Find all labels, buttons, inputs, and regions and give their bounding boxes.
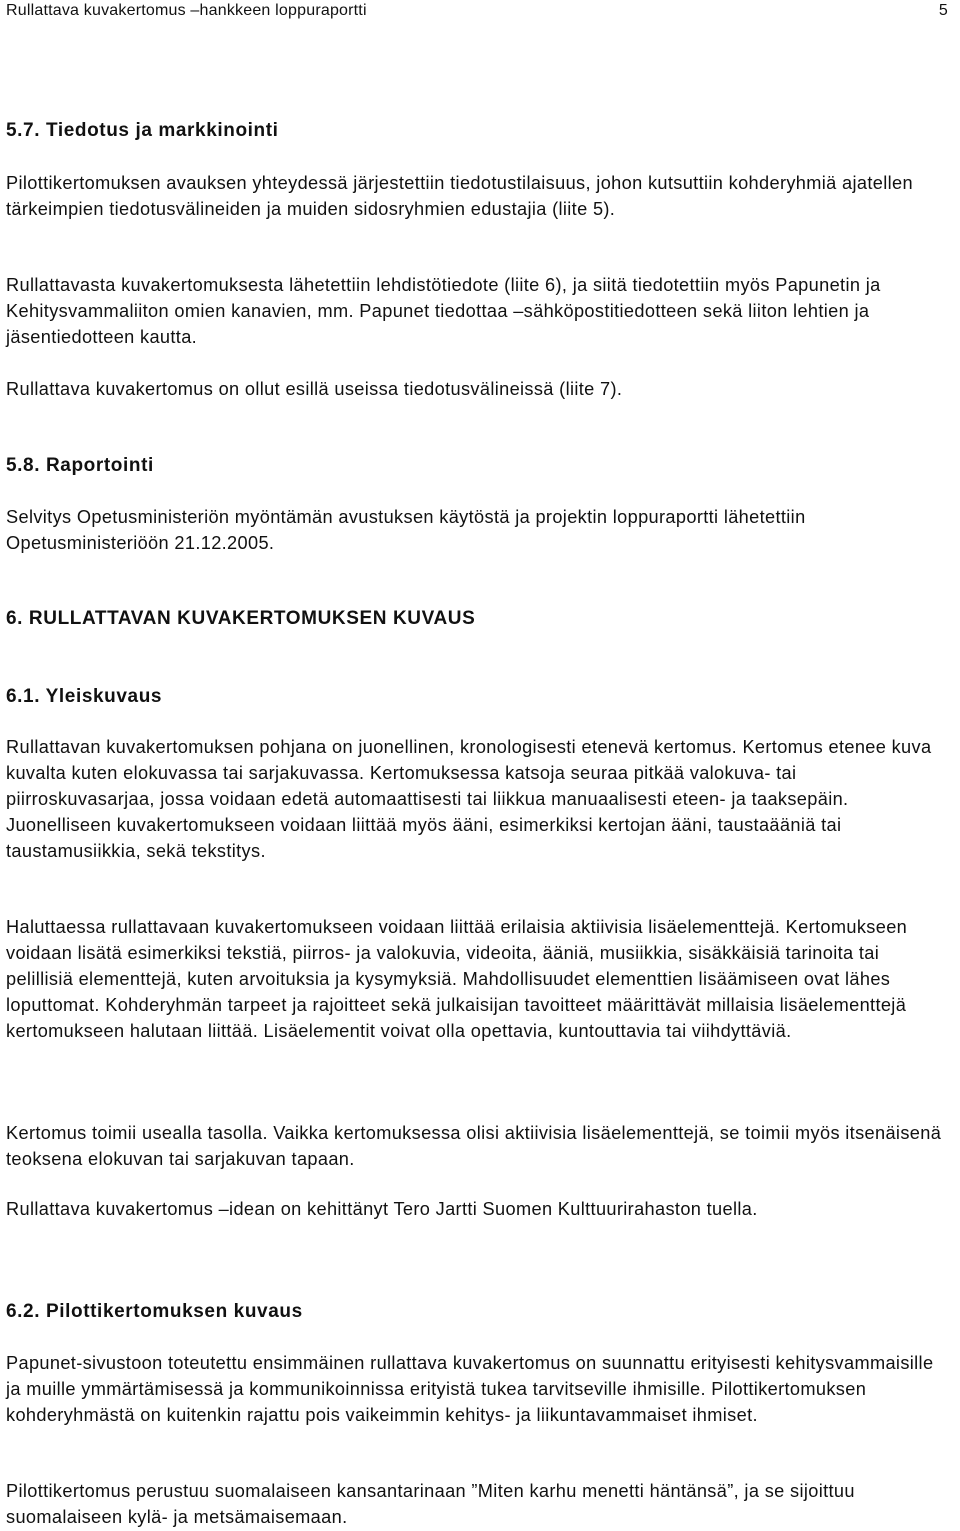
paragraph bbox=[6, 170, 946, 222]
paragraph bbox=[6, 734, 946, 864]
paragraph-text: Rullattavasta kuvakertomuksesta lähetettiin lehdistötiedote (liite 6), ja siitä tiedotettiin myös Papunetin ja Kehitysvammaliiton omien kanavien, mm. Papunet tiedottaa –sähköpostitiedotteen sekä liiton lehtien ja jäsentiedotteen kautta. bbox=[6, 275, 881, 347]
document-title: Rullattava kuvakertomus –hankkeen loppuraportti bbox=[6, 2, 367, 19]
paragraph bbox=[6, 1120, 946, 1172]
page-header bbox=[6, 2, 948, 28]
paragraph bbox=[6, 1478, 946, 1530]
paragraph-text: Pilottikertomuksen avauksen yhteydessä järjestettiin tiedotustilaisuus, johon kutsuttiin kohderyhmiä ajatellen tärkeimpien tiedotusvälineiden ja muiden sidosryhmien edustajia (liite 5). bbox=[6, 173, 913, 219]
section-heading: 5.7. Tiedotus ja markkinointi bbox=[6, 120, 279, 141]
paragraph bbox=[6, 272, 946, 350]
page-number: 5 bbox=[938, 2, 948, 19]
chapter-heading: 6. RULLATTAVAN KUVAKERTOMUKSEN KUVAUS bbox=[6, 608, 476, 629]
paragraph-text: Pilottikertomus perustuu suomalaiseen kansantarinaan ”Miten karhu menetti häntänsä”, ja se sijoittuu suomalaiseen kylä- ja metsämaisemaan. bbox=[6, 1481, 855, 1527]
section-5-7 bbox=[6, 118, 946, 144]
section-6 bbox=[6, 606, 946, 632]
section-5-8 bbox=[6, 453, 946, 479]
paragraph-text: Kertomus toimii usealla tasolla. Vaikka kertomuksessa olisi aktiivisia lisäelementtejä, se toimii myös itsenäisenä teoksena elokuvan tai sarjakuvan tapaan. bbox=[6, 1123, 942, 1169]
paragraph bbox=[6, 1196, 946, 1222]
paragraph-text: Selvitys Opetusministeriön myöntämän avustuksen käytöstä ja projektin loppuraportti lähetettiin Opetusministeriöön 21.12.2005. bbox=[6, 507, 806, 553]
paragraph-text: Haluttaessa rullattavaan kuvakertomukseen voidaan liittää erilaisia aktiivisia lisäelementtejä. Kertomukseen voidaan lisätä esimerkiksi tekstiä, piirros- ja valokuvia, videoita, ääniä, musiikkia, sisäkkäisiä tarinoita tai pelillisiä elementtejä, kuten arvoituksia ja kysymyksiä. Mahdollisuudet elementtien lisäämiseen ovat lähes loputtomat. Kohderyhmän tarpeet ja rajoitteet sekä julkaisijan tavoitteet määrittävät millaisia lisäelementtejä kertomukseen halutaan liittää. Lisäelementit voivat olla opettavia, kuntouttavia tai viihdyttäviä. bbox=[6, 917, 908, 1041]
paragraph-text: Rullattavan kuvakertomuksen pohjana on juonellinen, kronologisesti etenevä kertomus. Kertomus etenee kuva kuvalta kuten elokuvassa tai sarjakuvassa. Kertomuksessa katsoja seuraa pitkää valokuva- tai piirroskuvasarjaa, jossa voidaan edetä automaattisesti tai liikkua manuaalisesti eteen- ja taaksepäin. Juonelliseen kuvakertomukseen voidaan liittää myös ääni, esimerkiksi kertojan ääni, taustaääniä tai taustamusiikkia, sekä tekstitys. bbox=[6, 737, 932, 861]
section-heading: 6.2. Pilottikertomuksen kuvaus bbox=[6, 1301, 303, 1322]
section-heading: 5.8. Raportointi bbox=[6, 455, 154, 476]
paragraph bbox=[6, 914, 946, 1044]
paragraph bbox=[6, 1350, 946, 1428]
section-6-1 bbox=[6, 684, 946, 710]
paragraph-text: Rullattava kuvakertomus –idean on kehittänyt Tero Jartti Suomen Kulttuurirahaston tuella. bbox=[6, 1199, 758, 1219]
paragraph bbox=[6, 376, 946, 402]
paragraph-text: Rullattava kuvakertomus on ollut esillä useissa tiedotusvälineissä (liite 7). bbox=[6, 379, 623, 399]
section-6-2 bbox=[6, 1299, 946, 1325]
paragraph-text: Papunet-sivustoon toteutettu ensimmäinen rullattava kuvakertomus on suunnattu erityisesti kehitysvammaisille ja muille ymmärtämisessä ja kommunikoinnissa erityistä tukea tarvitseville ihmisille. Pilottikertomuksen kohderyhmästä on kuitenkin rajattu pois vaikeimmin kehitys- ja liikuntavammaiset ihmiset. bbox=[6, 1353, 934, 1425]
section-heading: 6.1. Yleiskuvaus bbox=[6, 686, 163, 707]
paragraph bbox=[6, 504, 946, 556]
